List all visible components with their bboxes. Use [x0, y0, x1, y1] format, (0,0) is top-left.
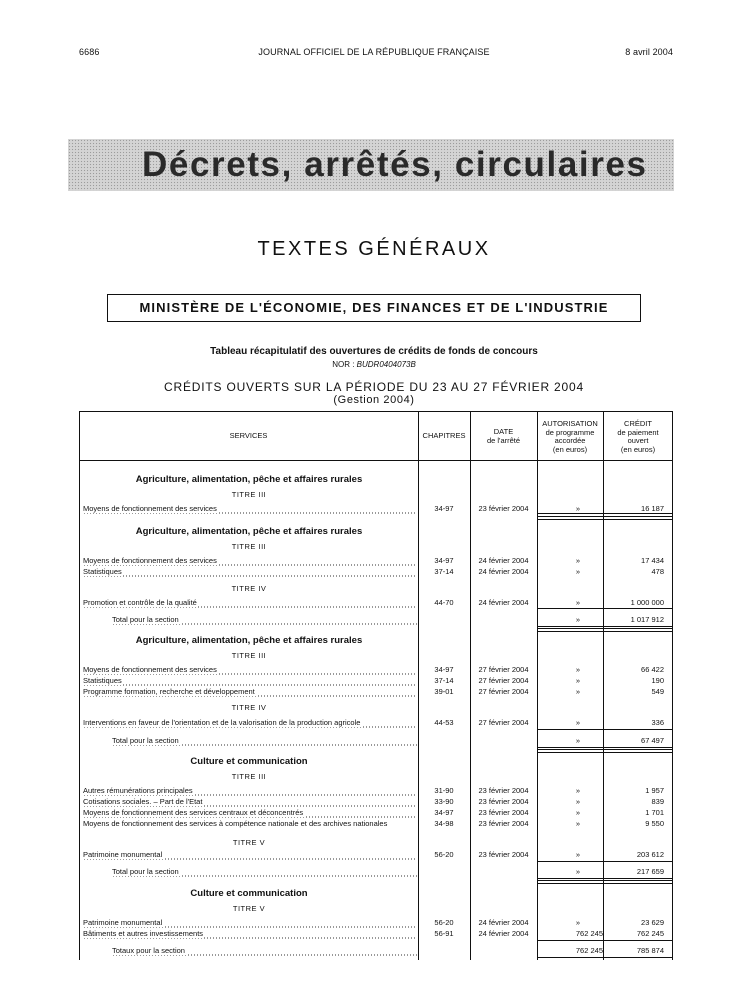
credits-title: CRÉDITS OUVERTS SUR LA PÉRIODE DU 23 AU 27 FÉVRIER 2004 — [164, 380, 584, 394]
row-date: 24 février 2004 — [478, 567, 529, 576]
page-number: 6686 — [79, 47, 100, 57]
row-service: Moyens de fonctionnement des services centraux et déconcentrés — [83, 807, 417, 819]
row-credit: 203 612 — [636, 850, 664, 859]
col-auth-line2: de programme — [545, 427, 595, 437]
table-row — [0, 686, 748, 698]
row-credit: 66 422 — [641, 665, 664, 674]
titre-label: TITRE III — [231, 490, 267, 499]
double-rule — [537, 880, 673, 884]
total-row — [0, 614, 748, 626]
row-credit: 1 000 000 — [630, 598, 664, 607]
titre-label: TITRE III — [231, 651, 267, 660]
section-heading-row: Culture et communication — [190, 756, 308, 767]
row-service: Promotion et contrôle de la qualité — [83, 597, 417, 609]
subtotal-rule — [537, 940, 673, 941]
subtotal-rule — [537, 878, 673, 879]
section-heading: TEXTES GÉNÉRAUX — [257, 238, 491, 260]
titre-label: TITRE III — [231, 772, 267, 781]
row-autorisation: » — [575, 687, 581, 696]
row-service: Bâtiments et autres investissements — [83, 928, 417, 940]
section-heading-row: Agriculture, alimentation, pêche et affaires rurales — [135, 474, 363, 485]
row-date: 24 février 2004 — [478, 598, 529, 607]
ministry-box — [107, 294, 641, 322]
row-chapitre: 34-97 — [434, 665, 454, 674]
row-chapitre: 37-14 — [434, 567, 454, 576]
total-row — [0, 866, 748, 878]
row-credit: 190 — [651, 676, 664, 685]
table-row — [0, 818, 748, 830]
row-date: 23 février 2004 — [478, 504, 529, 513]
row-service: Autres rémunérations principales — [83, 785, 417, 797]
titre-label: TITRE V — [232, 838, 266, 847]
row-service: Patrimoine monumental — [83, 917, 417, 929]
row-service: Statistiques — [83, 675, 417, 687]
row-service: Total pour la section — [112, 614, 417, 626]
row-chapitre: 56-20 — [434, 850, 454, 859]
total-row — [0, 735, 748, 747]
table-row — [0, 566, 748, 578]
col-date-line2: de l'arrêté — [486, 435, 521, 445]
row-date: 23 février 2004 — [478, 808, 529, 817]
row-service: Total pour la section — [112, 735, 417, 747]
issue-date: 8 avril 2004 — [625, 47, 673, 57]
banner — [68, 139, 674, 191]
row-service: Moyens de fonctionnement des services — [83, 555, 417, 567]
section-heading-row: Agriculture, alimentation, pêche et affaires rurales — [135, 526, 363, 537]
row-chapitre: 34-97 — [434, 556, 454, 565]
row-autorisation: » — [575, 504, 581, 513]
row-date: 23 février 2004 — [478, 786, 529, 795]
subtotal-rule — [537, 626, 673, 627]
row-service: Programme formation, recherche et développement — [83, 686, 417, 698]
row-credit: 9 550 — [645, 819, 664, 828]
row-autorisation: » — [575, 718, 581, 727]
row-credit: 1 957 — [645, 786, 664, 795]
row-date: 23 février 2004 — [478, 819, 529, 828]
row-credit: 217 659 — [636, 867, 664, 876]
row-credit: 16 187 — [641, 504, 664, 513]
ministry-name: MINISTÈRE DE L'ÉCONOMIE, DES FINANCES ET DE L'INDUSTRIE — [139, 300, 609, 315]
row-date: 27 février 2004 — [478, 665, 529, 674]
col-credit — [603, 420, 673, 454]
double-rule — [537, 628, 673, 632]
col-services: SERVICES — [229, 431, 268, 440]
row-autorisation: » — [575, 867, 581, 876]
row-date: 24 février 2004 — [478, 929, 529, 938]
row-autorisation: » — [575, 808, 581, 817]
subtotal-rule — [537, 747, 673, 748]
row-autorisation: » — [575, 918, 581, 927]
subtotal-rule — [537, 957, 673, 958]
row-chapitre: 44-53 — [434, 718, 454, 727]
row-chapitre: 37-14 — [434, 676, 454, 685]
row-chapitre: 39-01 — [434, 687, 454, 696]
table-row — [0, 717, 748, 729]
row-credit: 1 017 912 — [630, 615, 664, 624]
subtotal-rule — [537, 513, 673, 514]
col-date — [470, 428, 537, 445]
row-service: Moyens de fonctionnement des services à compétence nationale et des archives nationales — [83, 819, 388, 828]
row-service: Moyens de fonctionnement des services — [83, 664, 417, 676]
nor-reference — [0, 360, 748, 369]
titre-label: TITRE IV — [231, 584, 267, 593]
subtotal-rule — [537, 729, 673, 730]
row-service: Patrimoine monumental — [83, 849, 417, 861]
nor-label: NOR : — [332, 360, 355, 369]
col-autorisation — [537, 420, 603, 454]
row-credit: 762 245 — [636, 929, 664, 938]
row-date: 23 février 2004 — [478, 797, 529, 806]
row-credit: 17 434 — [641, 556, 664, 565]
row-autorisation: » — [575, 786, 581, 795]
row-date: 24 février 2004 — [478, 556, 529, 565]
header-divider — [79, 460, 673, 461]
row-credit: 23 629 — [641, 918, 664, 927]
row-service: Cotisations sociales. – Part de l'Etat — [83, 796, 417, 808]
subtotal-rule — [537, 861, 673, 862]
row-chapitre: 44-70 — [434, 598, 454, 607]
row-chapitre: 31-90 — [434, 786, 454, 795]
row-credit: 785 874 — [636, 946, 664, 955]
row-credit: 336 — [651, 718, 664, 727]
col-credit-line4: (en euros) — [620, 444, 656, 454]
journal-title: JOURNAL OFFICIEL DE LA RÉPUBLIQUE FRANÇAISE — [258, 47, 490, 57]
row-date: 23 février 2004 — [478, 850, 529, 859]
nor-code: BUDR0404073B — [356, 360, 416, 369]
titre-label: TITRE III — [231, 542, 267, 551]
row-service: Totaux pour la section — [112, 945, 417, 957]
row-autorisation: » — [575, 819, 581, 828]
row-autorisation: » — [575, 665, 581, 674]
row-service: Interventions en faveur de l'orientation et de la valorisation de la production agricole — [83, 717, 417, 729]
row-credit: 478 — [651, 567, 664, 576]
row-chapitre: 34-98 — [434, 819, 454, 828]
table-title: Tableau récapitulatif des ouvertures de crédits de fonds de concours — [210, 346, 538, 357]
section-heading-row: Agriculture, alimentation, pêche et affaires rurales — [135, 635, 363, 646]
row-credit: 1 701 — [645, 808, 664, 817]
subtotal-rule — [537, 608, 673, 609]
table-row — [0, 849, 748, 861]
row-autorisation: » — [575, 556, 581, 565]
row-autorisation: 762 245 — [575, 929, 603, 938]
table-row — [0, 928, 748, 940]
row-date: 27 février 2004 — [478, 718, 529, 727]
col-auth-line4: (en euros) — [552, 444, 588, 454]
row-date: 27 février 2004 — [478, 687, 529, 696]
row-autorisation: » — [575, 850, 581, 859]
total-row — [0, 945, 748, 957]
banner-title: Décrets, arrêtés, circulaires — [142, 145, 648, 184]
row-autorisation: » — [575, 598, 581, 607]
row-autorisation: 762 245 — [575, 946, 603, 955]
row-autorisation: » — [575, 676, 581, 685]
section-heading-row: Culture et communication — [190, 888, 308, 899]
gestion-year: (Gestion 2004) — [333, 394, 415, 406]
col-date-line1: DATE — [493, 427, 514, 436]
double-rule — [537, 749, 673, 753]
titre-label: TITRE V — [232, 904, 266, 913]
col-auth-line1: AUTORISATION — [542, 419, 598, 428]
row-chapitre: 33-90 — [434, 797, 454, 806]
row-autorisation: » — [575, 797, 581, 806]
col-credit-line1: CRÉDIT — [624, 419, 652, 428]
row-chapitre: 56-20 — [434, 918, 454, 927]
row-chapitre: 34-97 — [434, 504, 454, 513]
row-chapitre: 34-97 — [434, 808, 454, 817]
row-chapitre: 56-91 — [434, 929, 454, 938]
double-rule — [537, 516, 673, 520]
col-credit-line3: ouvert — [627, 436, 649, 445]
row-credit: 549 — [651, 687, 664, 696]
titre-label: TITRE IV — [231, 703, 267, 712]
row-autorisation: » — [575, 736, 581, 745]
col-auth-line3: accordée — [554, 436, 586, 445]
row-credit: 839 — [651, 797, 664, 806]
row-credit: 67 497 — [641, 736, 664, 745]
row-service: Statistiques — [83, 566, 417, 578]
col-chapitres: CHAPITRES — [422, 431, 466, 440]
row-service: Total pour la section — [112, 866, 417, 878]
row-autorisation: » — [575, 615, 581, 624]
row-date: 24 février 2004 — [478, 918, 529, 927]
row-service: Moyens de fonctionnement des services — [83, 503, 417, 515]
col-credit-line2: de paiement — [617, 427, 659, 437]
row-date: 27 février 2004 — [478, 676, 529, 685]
row-autorisation: » — [575, 567, 581, 576]
